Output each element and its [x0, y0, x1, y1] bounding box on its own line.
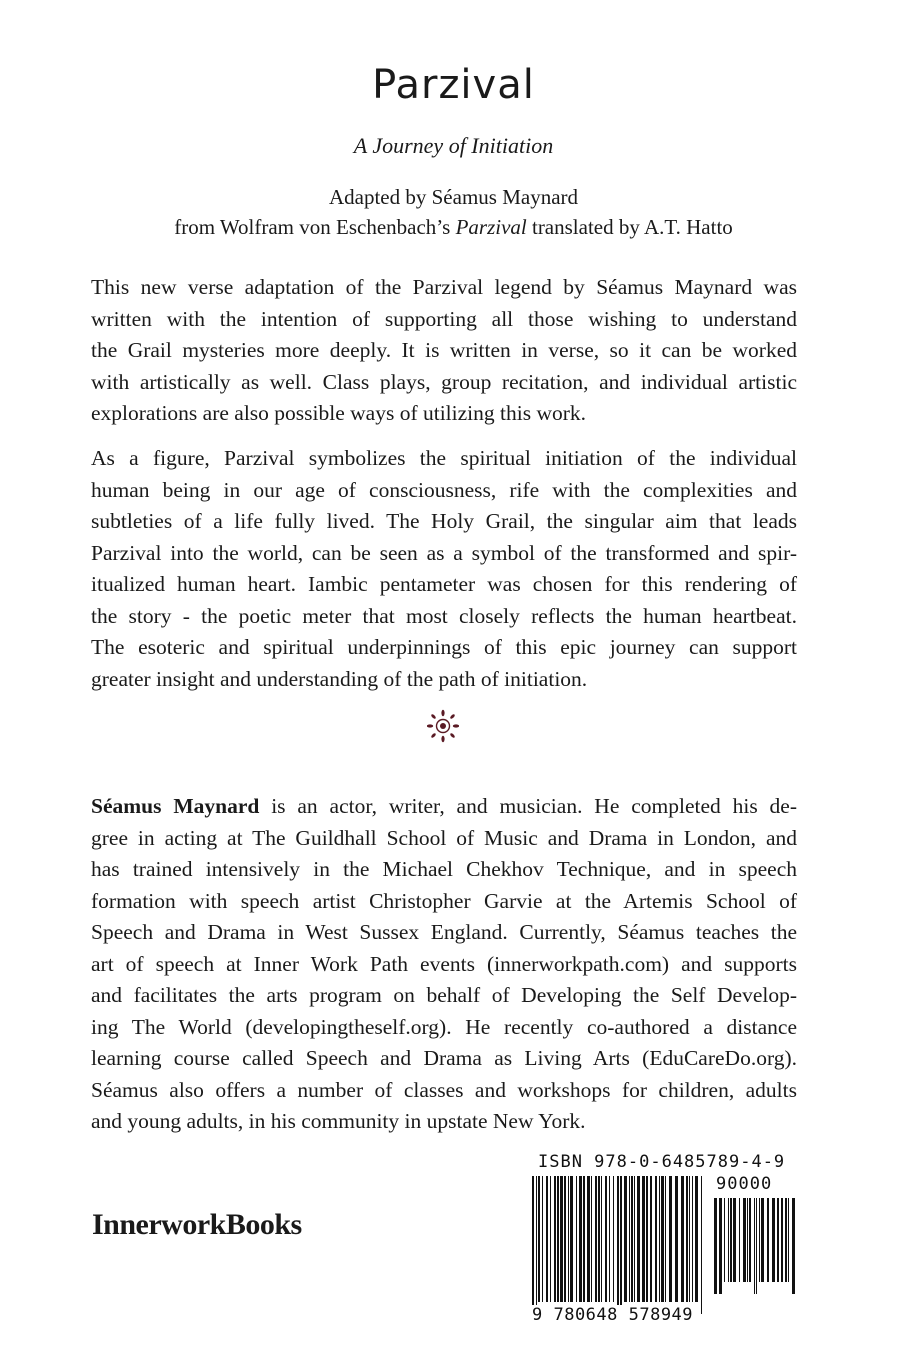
credits	[0, 182, 907, 242]
text-line: the story - the poetic meter that most closely reflects the human heartbeat.	[91, 603, 797, 628]
text-line: learning course called Speech and Drama as Living Arts (EduCareDo.org).	[91, 1046, 797, 1070]
barcode-bar	[601, 1176, 602, 1302]
barcode-bar	[583, 1176, 585, 1302]
barcode-bar	[665, 1176, 666, 1302]
credits-source	[0, 212, 907, 242]
barcode-bar	[637, 1176, 640, 1302]
barcode-bar	[646, 1176, 648, 1302]
ean-number: 9 780648 578949	[532, 1305, 694, 1325]
barcode-bar	[595, 1176, 597, 1302]
barcode-bar	[631, 1176, 633, 1302]
barcode-bar	[659, 1176, 660, 1302]
barcode-bar	[650, 1176, 652, 1302]
barcode-bar	[587, 1176, 590, 1302]
barcode-bar	[568, 1176, 569, 1302]
barcode-bar	[759, 1198, 760, 1282]
barcode-bar	[719, 1198, 722, 1294]
barcode-bar	[714, 1198, 717, 1294]
barcode-bar	[642, 1176, 645, 1302]
text-line: This new verse adaptation of the Parzival legend by Séamus Maynard was	[91, 275, 797, 299]
barcode-bar	[686, 1176, 688, 1302]
text-line: Speech and Drama in West Sussex England. Currently, Séamus teaches the	[91, 920, 797, 944]
barcode-bar	[754, 1198, 755, 1294]
barcode-bar	[781, 1198, 783, 1282]
barcode-bar	[557, 1176, 559, 1302]
barcode-bar	[554, 1176, 556, 1302]
barcode-bar	[546, 1176, 548, 1302]
bio-first-line: is an actor, writer, and musician. He completed his de-	[259, 794, 798, 818]
text-line	[91, 791, 797, 823]
barcode-bar	[756, 1198, 757, 1294]
barcode-bar	[655, 1176, 657, 1302]
text-line: with artistically as well. Class plays, group recitation, and individual artistic	[91, 369, 797, 394]
credits-source-suffix: translated by A.T. Hatto	[526, 215, 733, 239]
text-line: and facilitates the arts program on behalf of Developing the Self Develop-	[91, 983, 797, 1007]
barcode-bar	[739, 1198, 740, 1282]
text-line: subtleties of a life fully lived. The Holy Grail, the singular aim that leads	[91, 509, 797, 533]
barcode-bar	[749, 1198, 751, 1282]
barcode-bar	[598, 1176, 600, 1302]
barcode-bar	[576, 1176, 577, 1302]
barcode-bar	[634, 1176, 635, 1302]
barcode-bar	[542, 1176, 543, 1302]
barcode-bar	[701, 1176, 702, 1314]
flower-ornament-icon	[427, 708, 459, 744]
barcode-bar	[624, 1176, 627, 1302]
text-line: formation with speech artist Christopher Garvie at the Artemis School of	[91, 888, 797, 913]
text-line: written with the intention of supporting all those wishing to understand	[91, 306, 797, 331]
publisher-logo: InnerworkBooks	[92, 1208, 302, 1241]
author-name: Séamus Maynard	[91, 794, 260, 818]
text-line: art of speech at Inner Work Path events (innerworkpath.com) and supports	[91, 951, 797, 976]
barcode-bar	[724, 1198, 725, 1282]
text-line: gree in acting at The Guildhall School of Music and Drama in London, and	[91, 825, 797, 850]
barcode-bar	[733, 1198, 736, 1282]
description-paragraph-2	[91, 443, 797, 695]
barcode-bar	[669, 1176, 672, 1302]
text-line: explorations are also possible ways of utilizing this work.	[91, 401, 587, 425]
credits-adapter: Adapted by Séamus Maynard	[328, 185, 579, 209]
barcode-bar	[617, 1176, 619, 1314]
barcode-bar	[564, 1176, 566, 1302]
barcode-bar	[570, 1176, 573, 1302]
barcode-bar	[609, 1176, 610, 1302]
credits-source-title: Parzival	[455, 215, 527, 239]
text-line: human being in our age of consciousness, rife with the complexities and	[91, 477, 797, 502]
barcode-bar	[538, 1176, 540, 1302]
text-line: ing The World (developingtheself.org). He recently co-authored a distance	[91, 1014, 797, 1039]
barcode-bar	[629, 1176, 630, 1302]
description-paragraph-1	[91, 272, 797, 430]
price-barcode-bars	[712, 1198, 796, 1298]
text-line: has trained intensively in the Michael Chekhov Technique, and in speech	[91, 857, 797, 881]
author-bio	[91, 791, 797, 1138]
isbn-label: ISBN 978-0-6485789-4-9	[538, 1152, 786, 1172]
text-line: greater insight and understanding of the path of initiation.	[91, 666, 588, 691]
barcode-bar	[788, 1198, 789, 1282]
barcode-bar	[661, 1176, 664, 1302]
barcode-bar	[772, 1198, 775, 1282]
barcode-bar	[761, 1198, 764, 1282]
barcode-bar	[579, 1176, 582, 1302]
barcode-bar	[620, 1176, 622, 1314]
barcode-bar	[675, 1176, 678, 1302]
barcode-bar	[695, 1176, 698, 1302]
barcode-bar	[550, 1176, 551, 1302]
barcode-bar	[560, 1176, 563, 1302]
barcode-bar	[730, 1198, 732, 1282]
barcode-bar	[591, 1176, 592, 1302]
barcode-bar	[743, 1198, 746, 1282]
book-subtitle: A Journey of Initiation	[353, 133, 554, 158]
book-title: Parzival	[372, 62, 535, 108]
text-line: Parzival into the world, can be seen as a symbol of the transformed and spir-	[91, 540, 797, 565]
barcode-bar	[792, 1198, 795, 1294]
price-code: 90000	[716, 1174, 773, 1194]
credits-source-prefix: from Wolfram von Eschenbach’s	[174, 215, 456, 239]
barcode-bar	[777, 1198, 779, 1282]
barcode-bar	[689, 1176, 690, 1302]
barcode-bar	[532, 1176, 534, 1314]
barcode-bar	[767, 1198, 769, 1282]
barcode-bar	[728, 1198, 729, 1282]
barcode-bars	[530, 1176, 706, 1316]
text-line: and young adults, in his community in upstate New York.	[91, 1109, 586, 1133]
text-line: As a figure, Parzival symbolizes the spiritual initiation of the individual	[91, 446, 797, 470]
barcode-bar	[692, 1176, 693, 1302]
barcode-bar	[747, 1198, 748, 1282]
text-line: itualized human heart. Iambic pentameter was chosen for this rendering of	[91, 572, 797, 596]
text-line: the Grail mysteries more deeply. It is written in verse, so it can be worked	[91, 338, 797, 362]
text-line: Séamus also offers a number of classes and workshops for children, adults	[91, 1077, 797, 1102]
barcode-bar	[536, 1176, 537, 1314]
barcode-bar	[681, 1176, 684, 1302]
barcode-bar	[605, 1176, 607, 1302]
text-line: The esoteric and spiritual underpinnings of this epic journey can support	[91, 635, 797, 659]
isbn-barcode	[530, 1150, 796, 1330]
barcode-bar	[613, 1176, 614, 1302]
barcode-bar	[785, 1198, 787, 1282]
